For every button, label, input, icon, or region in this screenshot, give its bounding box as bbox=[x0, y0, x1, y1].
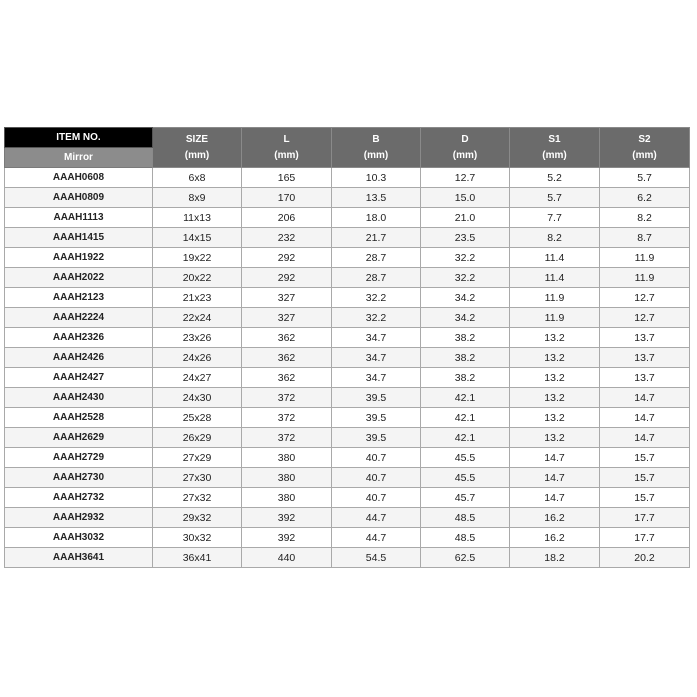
size-cell: 27x30 bbox=[153, 468, 242, 488]
b-cell: 34.7 bbox=[332, 348, 421, 368]
b-cell: 39.5 bbox=[332, 408, 421, 428]
l-cell: 170 bbox=[242, 188, 332, 208]
item-no-cell: AAAH2427 bbox=[5, 368, 153, 388]
column-unit: (mm) bbox=[184, 150, 210, 161]
b-cell: 32.2 bbox=[332, 288, 421, 308]
item-no-cell: AAAH0809 bbox=[5, 188, 153, 208]
d-cell: 15.0 bbox=[421, 188, 510, 208]
table-row bbox=[5, 268, 690, 288]
s1-cell: 13.2 bbox=[510, 328, 600, 348]
d-cell: 42.1 bbox=[421, 408, 510, 428]
s1-cell: 11.4 bbox=[510, 248, 600, 268]
d-cell: 34.2 bbox=[421, 288, 510, 308]
s2-cell: 20.2 bbox=[600, 548, 690, 568]
s1-cell: 16.2 bbox=[510, 508, 600, 528]
d-cell: 38.2 bbox=[421, 328, 510, 348]
size-cell: 29x32 bbox=[153, 508, 242, 528]
d-cell: 12.7 bbox=[421, 168, 510, 188]
l-cell: 372 bbox=[242, 428, 332, 448]
column-unit: (mm) bbox=[452, 150, 478, 161]
b-cell: 10.3 bbox=[332, 168, 421, 188]
size-cell: 27x32 bbox=[153, 488, 242, 508]
size-cell: 21x23 bbox=[153, 288, 242, 308]
table-row bbox=[5, 488, 690, 508]
table-row bbox=[5, 408, 690, 428]
size-cell: 24x30 bbox=[153, 388, 242, 408]
d-cell: 48.5 bbox=[421, 508, 510, 528]
s2-cell: 8.2 bbox=[600, 208, 690, 228]
d-cell: 38.2 bbox=[421, 368, 510, 388]
table-row bbox=[5, 188, 690, 208]
s1-cell: 11.9 bbox=[510, 288, 600, 308]
l-cell: 362 bbox=[242, 348, 332, 368]
s2-header bbox=[600, 128, 690, 168]
s2-cell: 17.7 bbox=[600, 528, 690, 548]
s2-cell: 12.7 bbox=[600, 308, 690, 328]
b-cell: 13.5 bbox=[332, 188, 421, 208]
table-row bbox=[5, 548, 690, 568]
size-cell: 19x22 bbox=[153, 248, 242, 268]
table-row bbox=[5, 168, 690, 188]
item-no-cell: AAAH2730 bbox=[5, 468, 153, 488]
s1-cell: 16.2 bbox=[510, 528, 600, 548]
s2-cell: 11.9 bbox=[600, 248, 690, 268]
size-cell: 22x24 bbox=[153, 308, 242, 328]
l-cell: 380 bbox=[242, 488, 332, 508]
table-row bbox=[5, 248, 690, 268]
s2-cell: 5.7 bbox=[600, 168, 690, 188]
table-row bbox=[5, 368, 690, 388]
size-cell: 26x29 bbox=[153, 428, 242, 448]
size-cell: 36x41 bbox=[153, 548, 242, 568]
item-no-header: ITEM NO. bbox=[5, 128, 153, 148]
s2-cell: 6.2 bbox=[600, 188, 690, 208]
table-row bbox=[5, 208, 690, 228]
s1-cell: 13.2 bbox=[510, 368, 600, 388]
s1-cell: 14.7 bbox=[510, 488, 600, 508]
column-unit: (mm) bbox=[274, 150, 299, 161]
size-cell: 20x22 bbox=[153, 268, 242, 288]
s1-cell: 14.7 bbox=[510, 468, 600, 488]
b-cell: 28.7 bbox=[332, 268, 421, 288]
s1-cell: 13.2 bbox=[510, 388, 600, 408]
size-cell: 25x28 bbox=[153, 408, 242, 428]
s2-cell: 13.7 bbox=[600, 328, 690, 348]
l-cell: 327 bbox=[242, 288, 332, 308]
s1-cell: 18.2 bbox=[510, 548, 600, 568]
column-unit: (mm) bbox=[363, 150, 389, 161]
s1-cell: 11.4 bbox=[510, 268, 600, 288]
mirror-header: Mirror bbox=[5, 148, 153, 168]
column-unit: (mm) bbox=[632, 150, 657, 161]
s1-cell: 14.7 bbox=[510, 448, 600, 468]
d-cell: 45.5 bbox=[421, 448, 510, 468]
item-no-cell: AAAH2528 bbox=[5, 408, 153, 428]
item-no-cell: AAAH2932 bbox=[5, 508, 153, 528]
b-header bbox=[332, 128, 421, 168]
column-name: D bbox=[461, 134, 469, 145]
table-header bbox=[5, 128, 690, 168]
item-no-cell: AAAH1415 bbox=[5, 228, 153, 248]
b-cell: 34.7 bbox=[332, 328, 421, 348]
table-row bbox=[5, 328, 690, 348]
s2-cell: 12.7 bbox=[600, 288, 690, 308]
b-cell: 28.7 bbox=[332, 248, 421, 268]
item-no-cell: AAAH2123 bbox=[5, 288, 153, 308]
d-cell: 32.2 bbox=[421, 248, 510, 268]
s1-header bbox=[510, 128, 600, 168]
table-row bbox=[5, 528, 690, 548]
item-no-cell: AAAH2430 bbox=[5, 388, 153, 408]
d-cell: 32.2 bbox=[421, 268, 510, 288]
l-cell: 232 bbox=[242, 228, 332, 248]
s2-cell: 15.7 bbox=[600, 468, 690, 488]
l-cell: 392 bbox=[242, 508, 332, 528]
size-cell: 8x9 bbox=[153, 188, 242, 208]
d-header bbox=[421, 128, 510, 168]
d-cell: 42.1 bbox=[421, 388, 510, 408]
size-cell: 24x27 bbox=[153, 368, 242, 388]
b-cell: 32.2 bbox=[332, 308, 421, 328]
s2-cell: 13.7 bbox=[600, 368, 690, 388]
item-no-cell: AAAH2732 bbox=[5, 488, 153, 508]
item-no-cell: AAAH2629 bbox=[5, 428, 153, 448]
item-no-cell: AAAH2426 bbox=[5, 348, 153, 368]
item-no-cell: AAAH2729 bbox=[5, 448, 153, 468]
item-no-cell: AAAH2224 bbox=[5, 308, 153, 328]
l-cell: 392 bbox=[242, 528, 332, 548]
s2-cell: 15.7 bbox=[600, 488, 690, 508]
table-row bbox=[5, 228, 690, 248]
b-cell: 40.7 bbox=[332, 468, 421, 488]
table-row bbox=[5, 288, 690, 308]
s2-cell: 17.7 bbox=[600, 508, 690, 528]
size-cell: 30x32 bbox=[153, 528, 242, 548]
l-cell: 372 bbox=[242, 388, 332, 408]
l-cell: 292 bbox=[242, 248, 332, 268]
column-unit: (mm) bbox=[542, 150, 567, 161]
size-cell: 11x13 bbox=[153, 208, 242, 228]
item-no-cell: AAAH3641 bbox=[5, 548, 153, 568]
table-body bbox=[5, 168, 690, 568]
d-cell: 45.7 bbox=[421, 488, 510, 508]
b-cell: 40.7 bbox=[332, 488, 421, 508]
item-no-cell: AAAH3032 bbox=[5, 528, 153, 548]
b-cell: 44.7 bbox=[332, 528, 421, 548]
s1-cell: 5.7 bbox=[510, 188, 600, 208]
d-cell: 23.5 bbox=[421, 228, 510, 248]
item-no-cell: AAAH0608 bbox=[5, 168, 153, 188]
d-cell: 38.2 bbox=[421, 348, 510, 368]
l-cell: 362 bbox=[242, 328, 332, 348]
d-cell: 62.5 bbox=[421, 548, 510, 568]
s2-cell: 8.7 bbox=[600, 228, 690, 248]
spec-table bbox=[4, 127, 690, 568]
s1-cell: 5.2 bbox=[510, 168, 600, 188]
l-cell: 206 bbox=[242, 208, 332, 228]
item-no-cell: AAAH1113 bbox=[5, 208, 153, 228]
l-cell: 362 bbox=[242, 368, 332, 388]
l-cell: 165 bbox=[242, 168, 332, 188]
d-cell: 42.1 bbox=[421, 428, 510, 448]
s1-cell: 13.2 bbox=[510, 428, 600, 448]
d-cell: 34.2 bbox=[421, 308, 510, 328]
b-cell: 44.7 bbox=[332, 508, 421, 528]
size-cell: 27x29 bbox=[153, 448, 242, 468]
item-no-cell: AAAH2326 bbox=[5, 328, 153, 348]
s1-cell: 13.2 bbox=[510, 348, 600, 368]
b-cell: 39.5 bbox=[332, 388, 421, 408]
s1-cell: 11.9 bbox=[510, 308, 600, 328]
item-no-cell: AAAH1922 bbox=[5, 248, 153, 268]
l-cell: 380 bbox=[242, 448, 332, 468]
table-row bbox=[5, 428, 690, 448]
s2-cell: 14.7 bbox=[600, 428, 690, 448]
b-cell: 39.5 bbox=[332, 428, 421, 448]
table-row bbox=[5, 388, 690, 408]
l-cell: 440 bbox=[242, 548, 332, 568]
l-header bbox=[242, 128, 332, 168]
s2-cell: 15.7 bbox=[600, 448, 690, 468]
size-cell: 6x8 bbox=[153, 168, 242, 188]
item-no-cell: AAAH2022 bbox=[5, 268, 153, 288]
table-row bbox=[5, 348, 690, 368]
column-name: S2 bbox=[638, 134, 651, 145]
b-cell: 21.7 bbox=[332, 228, 421, 248]
s2-cell: 14.7 bbox=[600, 408, 690, 428]
column-name: B bbox=[372, 134, 380, 145]
table-row bbox=[5, 448, 690, 468]
column-name: S1 bbox=[548, 134, 561, 145]
d-cell: 48.5 bbox=[421, 528, 510, 548]
s1-cell: 7.7 bbox=[510, 208, 600, 228]
s2-cell: 13.7 bbox=[600, 348, 690, 368]
size-cell: 24x26 bbox=[153, 348, 242, 368]
l-cell: 327 bbox=[242, 308, 332, 328]
s2-cell: 14.7 bbox=[600, 388, 690, 408]
b-cell: 34.7 bbox=[332, 368, 421, 388]
b-cell: 54.5 bbox=[332, 548, 421, 568]
l-cell: 292 bbox=[242, 268, 332, 288]
size-header bbox=[153, 128, 242, 168]
column-name: SIZE bbox=[185, 134, 209, 145]
s1-cell: 8.2 bbox=[510, 228, 600, 248]
table-row bbox=[5, 508, 690, 528]
column-name: L bbox=[283, 134, 290, 145]
l-cell: 372 bbox=[242, 408, 332, 428]
b-cell: 40.7 bbox=[332, 448, 421, 468]
s2-cell: 11.9 bbox=[600, 268, 690, 288]
b-cell: 18.0 bbox=[332, 208, 421, 228]
table-row bbox=[5, 468, 690, 488]
d-cell: 45.5 bbox=[421, 468, 510, 488]
s1-cell: 13.2 bbox=[510, 408, 600, 428]
d-cell: 21.0 bbox=[421, 208, 510, 228]
size-cell: 23x26 bbox=[153, 328, 242, 348]
table-row bbox=[5, 308, 690, 328]
size-cell: 14x15 bbox=[153, 228, 242, 248]
l-cell: 380 bbox=[242, 468, 332, 488]
